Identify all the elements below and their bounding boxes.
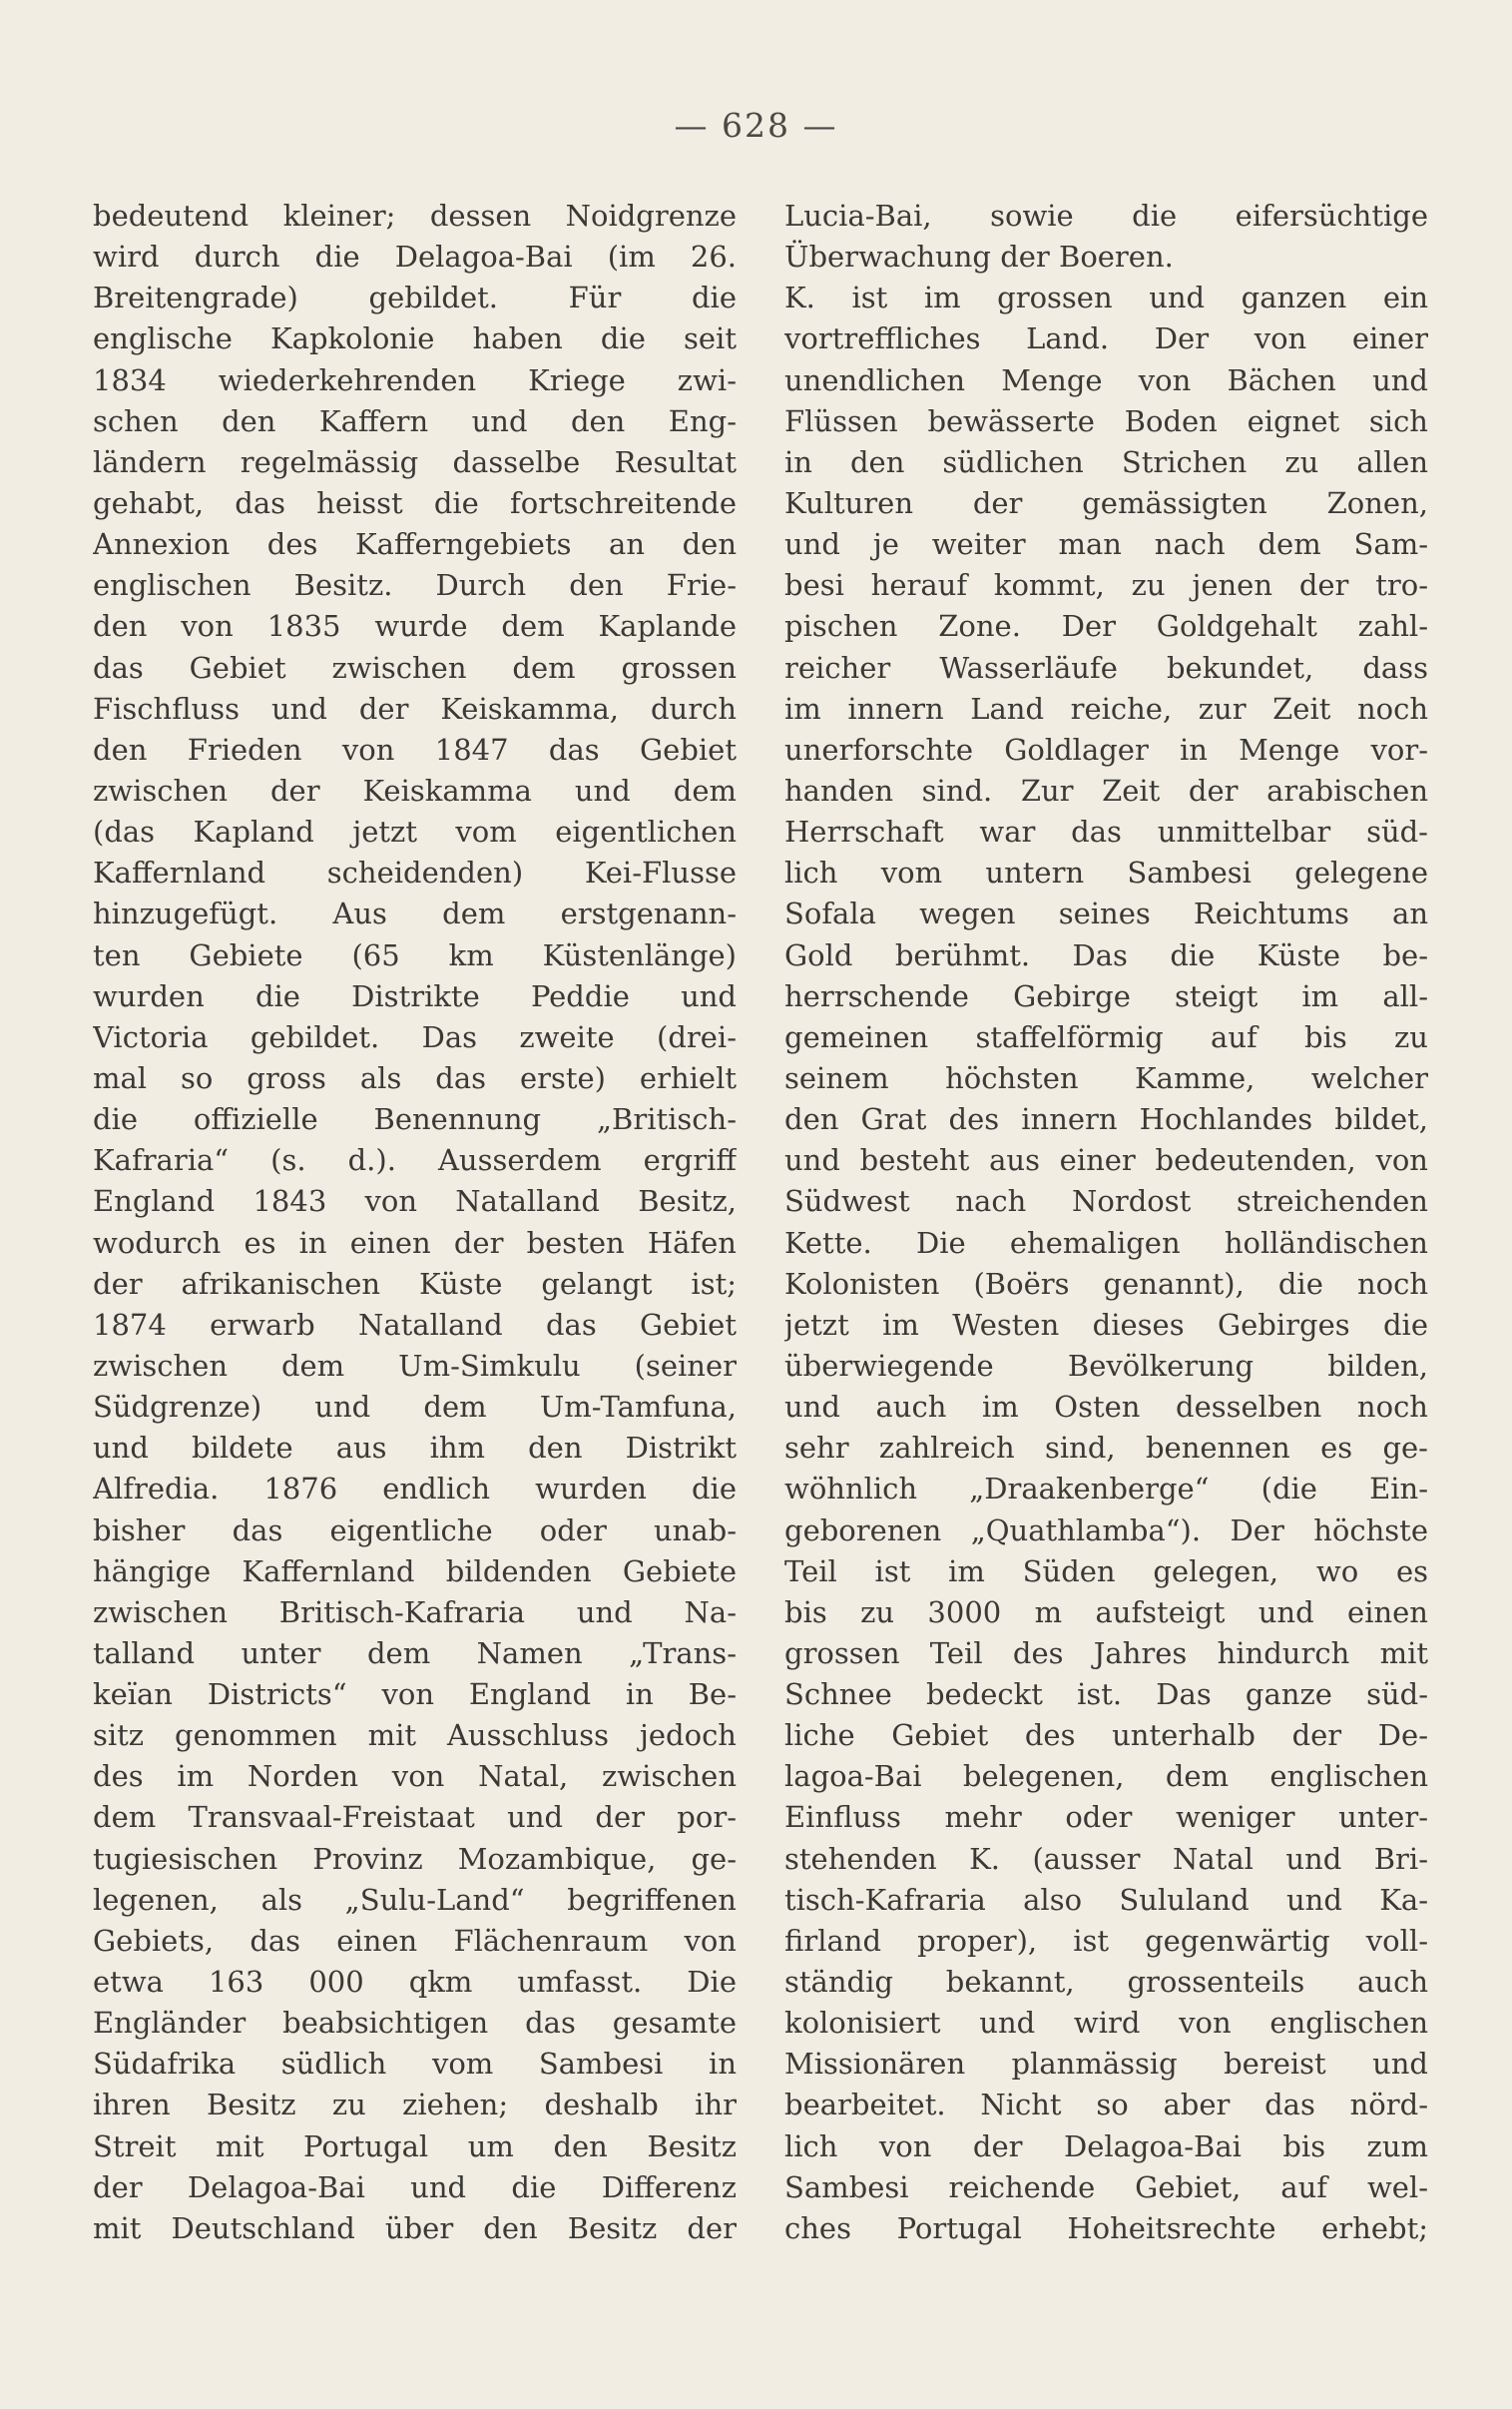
left-column-line: wurden die Distrikte Peddie und bbox=[93, 978, 737, 1013]
right-column-line: Lucia-Bai, sowie die eifersüchtige bbox=[784, 199, 1428, 233]
left-column-line: zwischen Britisch-Kafraria und Na- bbox=[93, 1594, 737, 1629]
left-column-line: den von 1835 wurde dem Kaplande bbox=[93, 609, 737, 644]
right-column-line: pischen Zone. Der Goldgehalt zahl- bbox=[784, 609, 1428, 644]
left-column-line: englischen Besitz. Durch den Frie- bbox=[93, 568, 737, 603]
left-column bbox=[93, 196, 737, 2249]
right-column-line: bis zu 3000 m aufsteigt und einen bbox=[784, 1594, 1428, 1629]
right-column-line: bearbeitet. Nicht so aber das nörd- bbox=[784, 2088, 1428, 2122]
right-column-line: Kette. Die ehemaligen holländischen bbox=[784, 1225, 1428, 1260]
left-column-line: England 1843 von Natalland Besitz, bbox=[93, 1184, 737, 1219]
right-column-line: ches Portugal Hoheitsrechte erhebt; bbox=[784, 2210, 1428, 2245]
right-column-line: geborenen „Quathlamba“). Der höchste bbox=[784, 1512, 1428, 1547]
left-column-line: tugiesischen Provinz Mozambique, ge- bbox=[93, 1841, 737, 1876]
left-column-line: ihren Besitz zu ziehen; deshalb ihr bbox=[93, 2088, 737, 2122]
right-column-line: vortreffliches Land. Der von einer bbox=[784, 321, 1428, 356]
left-column-line: 1834 wiederkehrenden Kriege zwi- bbox=[93, 362, 737, 397]
right-column-line: wöhnlich „Draakenberge“ (die Ein- bbox=[784, 1472, 1428, 1506]
page-number: — 628 — bbox=[674, 106, 838, 145]
right-column-line: Sambesi reichende Gebiet, auf wel- bbox=[784, 2169, 1428, 2204]
left-column-line: der Delagoa-Bai und die Differenz bbox=[93, 2169, 737, 2204]
left-column-line: den Frieden von 1847 das Gebiet bbox=[93, 732, 737, 767]
right-column-line: Einfluss mehr oder weniger unter- bbox=[784, 1800, 1428, 1835]
left-column-line: sitz genommen mit Ausschluss jedoch bbox=[93, 1718, 737, 1753]
right-column-line: K. ist im grossen und ganzen ein bbox=[784, 281, 1428, 315]
left-column-line: Kafraria“ (s. d.). Ausserdem ergriff bbox=[93, 1143, 737, 1178]
left-column-line: Victoria gebildet. Das zweite (drei- bbox=[93, 1019, 737, 1054]
right-column-line: Missionären planmässig bereist und bbox=[784, 2047, 1428, 2082]
left-column-line: hängige Kaffernland bildenden Gebiete bbox=[93, 1553, 737, 1588]
right-column-line: überwiegende Bevölkerung bilden, bbox=[784, 1348, 1428, 1383]
left-column-line: ten Gebiete (65 km Küstenlänge) bbox=[93, 937, 737, 972]
left-column-line: Fischfluss und der Keiskamma, durch bbox=[93, 691, 737, 726]
right-column-line: Kolonisten (Boërs genannt), die noch bbox=[784, 1266, 1428, 1301]
right-column-line: grossen Teil des Jahres hindurch mit bbox=[784, 1635, 1428, 1670]
right-column-line: firland proper), ist gegenwärtig voll- bbox=[784, 1923, 1428, 1958]
left-column-line: der afrikanischen Küste gelangt ist; bbox=[93, 1266, 737, 1301]
left-column-line: hinzugefügt. Aus dem erstgenann- bbox=[93, 897, 737, 931]
left-column-line: des im Norden von Natal, zwischen bbox=[93, 1759, 737, 1794]
left-column-line: dem Transvaal-Freistaat und der por- bbox=[93, 1800, 737, 1835]
right-column-line: lich von der Delagoa-Bai bis zum bbox=[784, 2128, 1428, 2163]
right-column-line: den Grat des innern Hochlandes bildet, bbox=[784, 1102, 1428, 1137]
right-column-line: reicher Wasserläufe bekundet, dass bbox=[784, 650, 1428, 685]
left-column-line: (das Kapland jetzt vom eigentlichen bbox=[93, 815, 737, 850]
right-column-line: Teil ist im Süden gelegen, wo es bbox=[784, 1553, 1428, 1588]
right-column-line: Südwest nach Nordost streichenden bbox=[784, 1184, 1428, 1219]
right-column-line: Überwachung der Boeren. bbox=[784, 240, 1174, 275]
right-column-line: stehenden K. (ausser Natal und Bri- bbox=[784, 1841, 1428, 1876]
left-column-line: talland unter dem Namen „Trans- bbox=[93, 1635, 737, 1670]
left-column-line: ländern regelmässig dasselbe Resultat bbox=[93, 444, 737, 479]
right-column-line: in den südlichen Strichen zu allen bbox=[784, 444, 1428, 479]
left-column-line: legenen, als „Sulu-Land“ begriffenen bbox=[93, 1882, 737, 1917]
left-column-line: 1874 erwarb Natalland das Gebiet bbox=[93, 1307, 737, 1342]
left-column-line: englische Kapkolonie haben die seit bbox=[93, 321, 737, 356]
left-column-line: Gebiets, das einen Flächenraum von bbox=[93, 1923, 737, 1958]
left-column-line: Streit mit Portugal um den Besitz bbox=[93, 2128, 737, 2163]
left-column-line: Alfredia. 1876 endlich wurden die bbox=[93, 1472, 737, 1506]
right-column-line: Sofala wegen seines Reichtums an bbox=[784, 897, 1428, 931]
left-column-line: mit Deutschland über den Besitz der bbox=[93, 2210, 737, 2245]
right-column-line: Kulturen der gemässigten Zonen, bbox=[784, 485, 1428, 520]
right-column-line: sehr zahlreich sind, benennen es ge- bbox=[784, 1431, 1428, 1466]
right-column-line: lich vom untern Sambesi gelegene bbox=[784, 856, 1428, 891]
right-column-line: jetzt im Westen dieses Gebirges die bbox=[784, 1307, 1428, 1342]
left-column-line: gehabt, das heisst die fortschreitende bbox=[93, 485, 737, 520]
right-column-line: im innern Land reiche, zur Zeit noch bbox=[784, 691, 1428, 726]
left-column-line: mal so gross als das erste) erhielt bbox=[93, 1060, 737, 1095]
left-column-line: Annexion des Kafferngebiets an den bbox=[93, 527, 737, 562]
left-column-line: bisher das eigentliche oder unab- bbox=[93, 1512, 737, 1547]
right-column-line: lagoa-Bai belegenen, dem englischen bbox=[784, 1759, 1428, 1794]
right-column-line: liche Gebiet des unterhalb der De- bbox=[784, 1718, 1428, 1753]
right-column-line: kolonisiert und wird von englischen bbox=[784, 2006, 1428, 2041]
left-column-line: bedeutend kleiner; dessen Noidgrenze bbox=[93, 199, 737, 233]
right-column-line: ständig bekannt, grossenteils auch bbox=[784, 1965, 1428, 2000]
right-column-line: und besteht aus einer bedeutenden, von bbox=[784, 1143, 1428, 1178]
left-column-line: schen den Kaffern und den Eng- bbox=[93, 403, 737, 438]
right-column-line: tisch-Kafraria also Sululand und Ka- bbox=[784, 1882, 1428, 1917]
left-column-line: Südafrika südlich vom Sambesi in bbox=[93, 2047, 737, 2082]
left-column-line: das Gebiet zwischen dem grossen bbox=[93, 650, 737, 685]
right-column-line: Herrschaft war das unmittelbar süd- bbox=[784, 815, 1428, 850]
right-column-line: herrschende Gebirge steigt im all- bbox=[784, 978, 1428, 1013]
right-column-line: Gold berühmt. Das die Küste be- bbox=[784, 937, 1428, 972]
right-column-line: besi herauf kommt, zu jenen der tro- bbox=[784, 568, 1428, 603]
right-column-line: unendlichen Menge von Bächen und bbox=[784, 362, 1428, 397]
left-column-line: Südgrenze) und dem Um-Tamfuna, bbox=[93, 1390, 737, 1425]
left-column-line: wodurch es in einen der besten Häfen bbox=[93, 1225, 737, 1260]
left-column-line: Breitengrade) gebildet. Für die bbox=[93, 281, 737, 315]
right-column-line: und je weiter man nach dem Sam- bbox=[784, 527, 1428, 562]
right-column-line: und auch im Osten desselben noch bbox=[784, 1390, 1428, 1425]
right-column-line: seinem höchsten Kamme, welcher bbox=[784, 1060, 1428, 1095]
left-column-line: zwischen der Keiskamma und dem bbox=[93, 773, 737, 808]
right-column-line: Flüssen bewässerte Boden eignet sich bbox=[784, 403, 1428, 438]
left-column-line: wird durch die Delagoa-Bai (im 26. bbox=[93, 240, 737, 275]
right-column-line: Schnee bedeckt ist. Das ganze süd- bbox=[784, 1677, 1428, 1712]
left-column-line: keïan Districts“ von England in Be- bbox=[93, 1677, 737, 1712]
left-column-line: etwa 163 000 qkm umfasst. Die bbox=[93, 1965, 737, 2000]
right-column bbox=[784, 196, 1428, 2249]
right-column-line: handen sind. Zur Zeit der arabischen bbox=[784, 773, 1428, 808]
right-column-line: unerforschte Goldlager in Menge vor- bbox=[784, 732, 1428, 767]
right-column-line: gemeinen staffelförmig auf bis zu bbox=[784, 1019, 1428, 1054]
left-column-line: Engländer beabsichtigen das gesamte bbox=[93, 2006, 737, 2041]
left-column-line: und bildete aus ihm den Distrikt bbox=[93, 1431, 737, 1466]
left-column-line: zwischen dem Um-Simkulu (seiner bbox=[93, 1348, 737, 1383]
left-column-line: Kaffernland scheidenden) Kei-Flusse bbox=[93, 856, 737, 891]
left-column-line: die offizielle Benennung „Britisch- bbox=[93, 1102, 737, 1137]
